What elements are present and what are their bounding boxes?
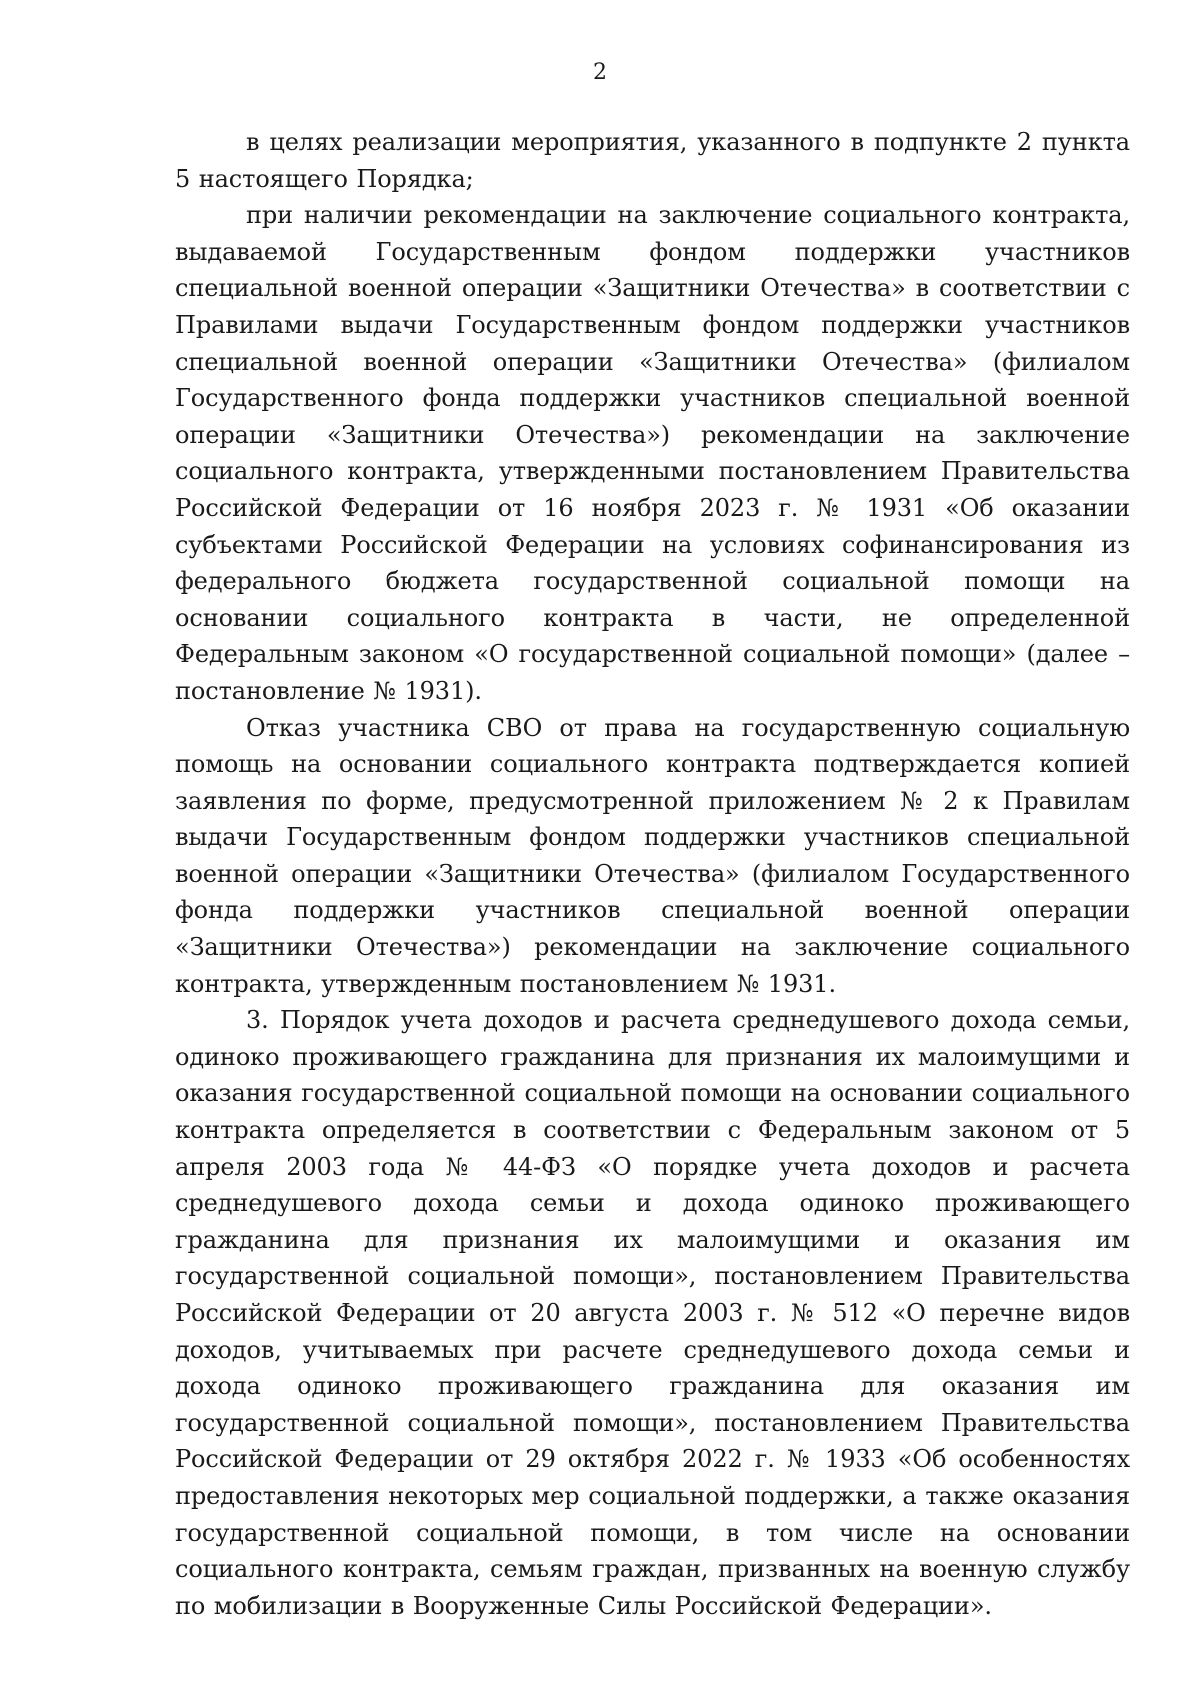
paragraph-recommendation: при наличии рекомендации на заключение социального контракта, выдаваемой Государственным фондом поддержки участников специальной военной операции «Защитники Отечества» в соответствии с Правилами выдачи Государственным фондом поддержки участников специальной военной операции «Защитники Отечества» (филиалом Государственного фонда поддержки участников специальной военной операции «Защитники Отечества») рекомендации на заключение социального контракта, утвержденными постановлением Правительства Российской Федерации от 16 ноября 2023 г. № 1931 «Об оказании субъектами Российской Федерации на условиях софинансирования из федерального бюджета государственной социальной помощи на основании социального контракта в части, не определенной Федеральным законом «О государственной социальной помощи» (далее – постановление № 1931). [175,201,1130,705]
document-body [175,124,1130,1624]
paragraph-income-calculation: 3. Порядок учета доходов и расчета среднедушевого дохода семьи, одиноко проживающего гражданина для признания их малоимущими и оказания государственной социальной помощи на основании социального контракта определяется в соответствии с Федеральным законом от 5 апреля 2003 года № 44-ФЗ «О порядке учета доходов и расчета среднедушевого дохода семьи и дохода одиноко проживающего гражданина для признания их малоимущими и оказания им государственной социальной помощи», постановлением Правительства Российской Федерации от 20 августа 2003 г. № 512 «О перечне видов доходов, учитываемых при расчете среднедушевого дохода семьи и дохода одиноко проживающего гражданина для оказания им государственной социальной помощи», постановлением Правительства Российской Федерации от 29 октября 2022 г. № 1933 «Об особенностях предоставления некоторых мер социальной поддержки, а также оказания государственной социальной помощи, в том числе на основании социального контракта, семьям граждан, призванных на военную службу по мобилизации в Вооруженные Силы Российской Федерации». [175,1006,1130,1620]
paragraph-purpose: в целях реализации мероприятия, указанного в подпункте 2 пункта 5 настоящего Порядка; [175,128,1130,193]
paragraph-refusal: Отказ участника СВО от права на государственную социальную помощь на основании социального контракта подтверждается копией заявления по форме, предусмотренной приложением № 2 к Правилам выдачи Государственным фондом поддержки участников специальной военной операции «Защитники Отечества» (филиалом Государственного фонда поддержки участников специальной военной операции «Защитники Отечества») рекомендации на заключение социального контракта, утвержденным постановлением № 1931. [175,713,1130,998]
page-number: 2 [593,60,607,85]
